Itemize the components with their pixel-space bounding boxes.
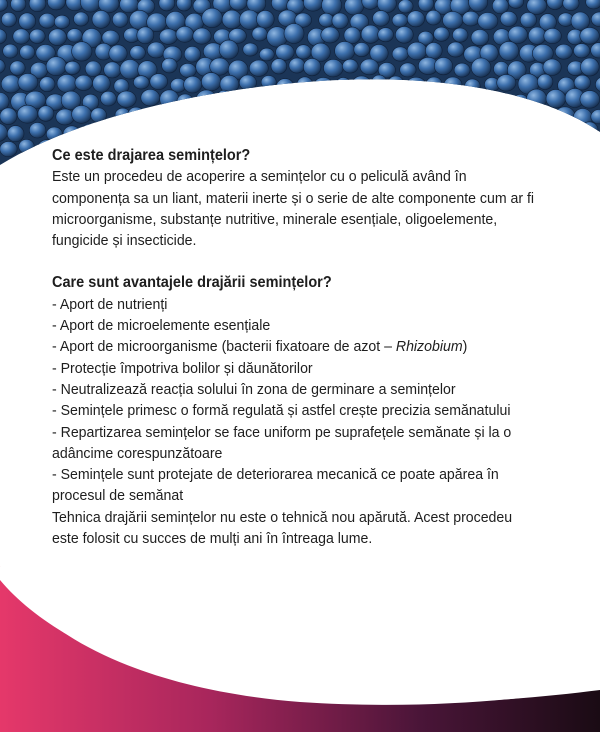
seed-pellet (546, 89, 566, 108)
seed-pellet (0, 108, 17, 125)
seed-pellet (462, 11, 479, 26)
seed-pellet (19, 13, 36, 30)
seed-pellet (201, 73, 221, 91)
seed-pellet (434, 27, 450, 41)
seed-pellet (130, 46, 146, 60)
seed-pellet (1, 12, 16, 27)
seed-pellet (373, 11, 390, 27)
seed-pellet (407, 11, 424, 27)
seed-pellet (46, 127, 62, 141)
seed-pellet (303, 58, 321, 75)
list-item: - Neutralizează reacția solului în zona de germinare a semințelor (52, 379, 536, 400)
definition-paragraph-end: fungicide și insecticide. (52, 232, 197, 250)
seed-pellet (74, 12, 89, 26)
advantages-list (52, 294, 536, 507)
seed-pellet (478, 13, 498, 30)
seed-pellet (179, 122, 197, 138)
seed-pellet (426, 77, 442, 91)
seed-pellet (302, 93, 321, 110)
seed-pellet (193, 124, 209, 138)
seed-pellet (164, 109, 183, 127)
seed-pellet (82, 124, 97, 137)
seed-pellet (497, 75, 516, 92)
seed-pellet (180, 63, 197, 77)
seed-pellet (475, 89, 493, 107)
seed-pellet (184, 76, 202, 93)
seed-pellet (488, 121, 506, 138)
seed-pellet (117, 91, 136, 107)
list-item: - Protecție împotriva bolilor și dăunătorilor (52, 358, 536, 379)
seed-pellet (29, 122, 46, 138)
seed-pellet (303, 122, 323, 139)
seed-pellet (555, 107, 576, 126)
seed-pellet (503, 110, 518, 124)
seed-pellet (434, 57, 452, 74)
seed-pellet (444, 77, 462, 93)
seed-pellet (185, 108, 206, 126)
seed-pellet (360, 59, 379, 75)
seed-pellet (537, 74, 553, 89)
seed-pellet (322, 92, 340, 109)
seed-pellet (276, 44, 295, 60)
seed-pellet (426, 10, 441, 25)
seed-pellet (419, 125, 436, 139)
seed-pellet (72, 106, 92, 124)
seed-pellet (344, 27, 361, 44)
closing-paragraph: Tehnica drajării semințelor nu este o tehnică nou apărută. Acest procedeu este folosit cu succes de mulți ani în întreaga lume. (52, 508, 513, 548)
seed-pellet (75, 75, 93, 90)
seed-pellet (543, 59, 561, 76)
seed-pellet (320, 122, 340, 139)
seed-pellet (408, 105, 428, 123)
seed-pellet (296, 45, 312, 59)
seed-pellet (520, 12, 536, 27)
seed-pellet (381, 123, 398, 138)
seed-pellet (576, 140, 594, 157)
seed-pellet (426, 107, 446, 125)
seed-pellet (85, 61, 101, 77)
seed-pellet (39, 13, 56, 28)
seed-pellet (133, 76, 149, 89)
seed-pellet (391, 108, 409, 125)
seed-pellet (334, 105, 352, 121)
seed-pellet (335, 41, 355, 60)
seed-pellet (63, 126, 81, 142)
seed-pellet (437, 124, 456, 142)
seed-pellet (281, 107, 297, 121)
seed-pellet (360, 89, 378, 107)
list-item: - Semințele sunt protejate de deteriorarea mecanică ce poate apărea în procesul de semănat (52, 464, 536, 507)
seed-pellet (398, 0, 413, 13)
seed-pellet (465, 79, 481, 94)
seed-pellet (109, 45, 127, 62)
seed-pellet (392, 13, 408, 27)
seed-pellet (203, 105, 224, 124)
seed-pellet (176, 26, 194, 42)
seed-pellet (48, 29, 66, 46)
seed-pellet (471, 29, 489, 45)
list-item: - Aport de microelemente esențiale (52, 315, 536, 336)
seed-pellet (336, 77, 351, 92)
seed-pellet (417, 90, 438, 108)
seed-pellet (371, 75, 387, 90)
seed-pellet (224, 106, 243, 124)
seed-pellet (539, 108, 558, 126)
seed-pellet (160, 90, 179, 109)
seed-pellet (217, 90, 232, 105)
seed-pellet (246, 123, 266, 140)
seed-pellet (343, 122, 361, 138)
seed-pellet (72, 42, 92, 61)
seed-pellet (193, 28, 211, 44)
seed-pellet (3, 44, 18, 58)
seed-pellet (150, 74, 168, 90)
seed-pellet (258, 107, 274, 121)
seed-pellet (344, 0, 363, 15)
seed-pellet (233, 123, 253, 143)
seed-pellet (92, 10, 110, 28)
seed-pellet (370, 105, 388, 122)
seed-pellet (19, 139, 35, 153)
seed-pellet (529, 122, 550, 141)
seed-pellet (276, 79, 294, 94)
seed-pellet (527, 89, 547, 108)
seed-pellet (574, 44, 590, 58)
seed-pellet (210, 121, 231, 141)
seed-pellet (104, 62, 121, 78)
seed-pellet (56, 109, 75, 125)
seed-pellet (557, 139, 573, 154)
seed-pellet (473, 124, 489, 138)
seed-pellet (332, 13, 348, 29)
seed-pellet (513, 94, 529, 108)
seed-pellet (528, 27, 546, 44)
seed-pellet (443, 11, 463, 29)
seed-pellet (289, 58, 305, 73)
seed-pellet (471, 58, 491, 77)
seed-pellet (512, 127, 528, 140)
seed-pellet (141, 89, 160, 106)
seed-pellet (495, 92, 510, 107)
seed-pellet (592, 140, 600, 155)
seed-pellet (342, 59, 358, 73)
seed-pellet (508, 26, 528, 43)
seed-pellet (397, 94, 413, 107)
seed-pellet (265, 125, 284, 141)
seed-pellet (574, 75, 590, 90)
seed-pellet (435, 91, 450, 105)
seed-pellet (284, 24, 304, 44)
seed-pellet (549, 122, 567, 138)
seed-pellet (112, 12, 128, 27)
seed-pellet (345, 92, 362, 107)
seed-pellet (267, 93, 286, 110)
seed-pellet (146, 109, 164, 126)
seed-pellet (261, 76, 276, 89)
seed-pellet (239, 75, 256, 90)
list-item: - Aport de nutrienți (52, 294, 536, 315)
list-item: - Repartizarea semințelor se face uniform pe suprafețele semănate și la o adâncime corespunzătoare (52, 422, 536, 465)
seed-pellet (443, 107, 463, 126)
seed-pellet (451, 92, 471, 111)
seed-pellet (249, 60, 268, 76)
list-item-microorganisms: - Aport de microorganisme (bacterii fixatoare de azot – Rhizobium) (52, 336, 536, 357)
seed-pellet (460, 109, 477, 125)
seed-pellet (137, 27, 154, 44)
seed-pellet (319, 13, 334, 27)
seed-pellet (29, 29, 45, 43)
seed-pellet (581, 122, 598, 138)
seed-pellet (147, 42, 165, 58)
seed-pellet (407, 42, 427, 60)
seed-pellet (291, 127, 306, 142)
seed-pellet (297, 77, 314, 94)
seed-pellet (159, 29, 177, 45)
seed-pellet (120, 124, 137, 140)
seed-pellet (18, 73, 38, 91)
seed-pellet (321, 27, 340, 43)
seed-pellet (10, 61, 25, 76)
article-body (52, 145, 536, 549)
seed-pellet (196, 90, 217, 109)
seed-pellet (555, 44, 572, 59)
seed-pellet (288, 91, 309, 111)
seed-pellet (100, 91, 116, 106)
seed-pellet (13, 29, 30, 44)
seed-pellet (453, 126, 470, 142)
seed-pellet (351, 105, 370, 124)
seed-pellet (17, 105, 37, 123)
seed-pellet (399, 124, 414, 139)
seed-pellet (115, 108, 131, 122)
seed-pellet (447, 42, 464, 57)
seed-pellet (538, 143, 554, 158)
seed-pellet (400, 63, 416, 77)
seed-pellet (392, 47, 408, 61)
seed-pellet (231, 95, 247, 108)
seed-pellet (67, 29, 83, 43)
seed-pellet (564, 123, 584, 141)
seed-pellet (128, 107, 145, 122)
seed-pellet (324, 59, 344, 77)
seed-pellet (395, 26, 413, 43)
seed-pellet (425, 42, 442, 59)
seed-pellet (38, 106, 54, 122)
seed-pellet (242, 109, 260, 126)
seed-pellet (65, 61, 80, 74)
seed-pellet (580, 91, 600, 109)
seed-pellet (252, 27, 268, 41)
seed-pellet (406, 77, 427, 95)
seed-pellet (141, 126, 157, 140)
seed-pellet (93, 75, 111, 93)
seed-pellet (120, 60, 140, 80)
seed-pellet (247, 92, 267, 111)
section-heading-what-is: Ce este drajarea semințelor? (52, 147, 251, 164)
seed-pellet (388, 76, 404, 91)
seed-pellet (313, 78, 333, 96)
seed-pellet (259, 48, 274, 61)
seed-pellet (219, 40, 238, 59)
seed-pellet (256, 10, 274, 28)
bottom-wave-decoration (0, 566, 600, 732)
section-heading-advantages: Care sunt avantajele drajării semințelor? (52, 274, 332, 292)
list-item: - Semințele primesc o formă regulată și astfel crește precizia semănatului (52, 400, 536, 421)
seed-pellet (544, 28, 562, 43)
seed-pellet (105, 125, 122, 140)
seed-pellet (383, 94, 398, 108)
seed-pellet (243, 43, 258, 56)
seed-pellet (482, 106, 501, 122)
seed-pellet (184, 46, 200, 62)
seed-pellet (7, 126, 24, 142)
seed-pellet (517, 108, 533, 122)
seed-pellet (298, 109, 316, 126)
seed-pellet (499, 41, 519, 60)
seed-pellet (359, 125, 378, 143)
seed-pellet (20, 45, 35, 60)
seed-pellet (46, 57, 66, 76)
seed-pellet (452, 28, 468, 42)
seed-pellet (202, 8, 223, 27)
seed-pellet (580, 27, 600, 44)
seed-pellet (160, 122, 175, 137)
seed-pellet (39, 77, 55, 92)
seed-pellet (162, 58, 178, 73)
seed-pellet (177, 94, 194, 110)
seed-pellet (354, 43, 370, 57)
seed-pellet (57, 74, 77, 92)
seed-pellet (54, 15, 69, 28)
seed-pellet (351, 76, 371, 94)
seed-pellet (361, 25, 380, 43)
seed-pellet (378, 28, 394, 42)
seed-pellet (454, 63, 470, 77)
seed-pellet (500, 11, 517, 26)
seed-pellet (580, 58, 599, 76)
seed-pellet (0, 141, 17, 156)
seed-pellet (311, 105, 331, 125)
seed-pellet (222, 10, 242, 29)
seed-pellet (271, 59, 287, 74)
seed-pellet (91, 108, 107, 123)
definition-paragraph: Este un procedeu de acoperire a semințelor cu o peliculă având în componența sa un liant, materii inerte și o serie de alte componente cum ar fi microorganisme, substanțe nutritive, minerale esențiale, oligoelemente, (52, 168, 535, 228)
